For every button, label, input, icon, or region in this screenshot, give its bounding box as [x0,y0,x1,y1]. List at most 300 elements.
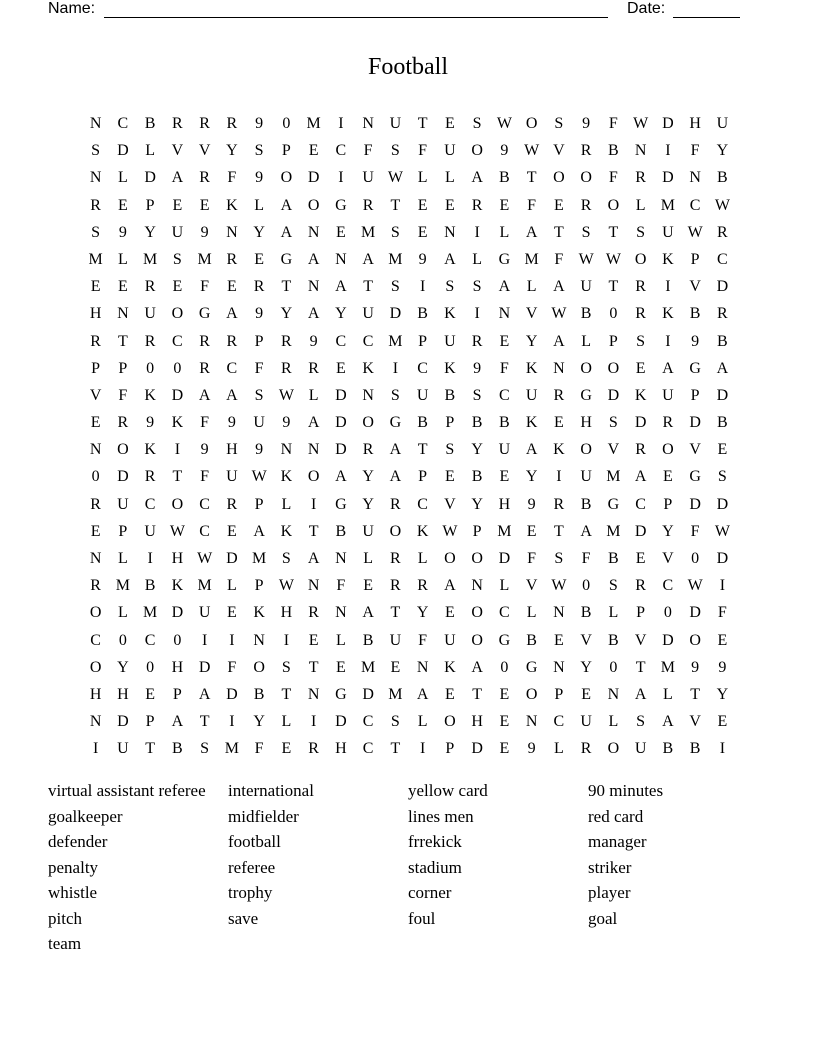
grid-letter[interactable]: R [90,577,101,595]
grid-letter[interactable]: L [472,250,483,268]
grid-letter[interactable]: Y [362,495,374,513]
grid-letter[interactable]: R [117,414,129,432]
grid-letter[interactable]: C [362,740,374,758]
grid-letter[interactable]: K [171,414,184,432]
grid-letter[interactable]: L [145,142,156,160]
grid-letter[interactable]: E [335,359,346,377]
grid-letter[interactable]: S [281,658,291,676]
grid-letter[interactable]: Y [280,305,293,323]
grid-letter[interactable]: I [201,631,208,649]
grid-letter[interactable]: R [635,278,646,296]
grid-letter[interactable]: B [499,414,510,432]
grid-letter[interactable]: C [199,495,210,513]
grid-letter[interactable]: A [198,685,211,703]
grid-letter[interactable]: U [580,468,592,486]
grid-letter[interactable]: K [444,305,456,323]
grid-letter[interactable]: O [607,740,620,758]
grid-letter[interactable]: T [472,685,483,703]
grid-letter[interactable]: D [498,550,511,567]
grid-letter[interactable]: 9 [691,658,700,676]
grid-letter[interactable]: K [662,250,674,268]
grid-letter[interactable]: V [89,386,102,404]
grid-letter[interactable]: R [471,332,483,350]
grid-letter[interactable]: E [199,196,210,214]
grid-letter[interactable]: U [498,441,511,459]
grid-letter[interactable]: W [714,522,730,540]
grid-letter[interactable]: B [362,631,374,649]
grid-letter[interactable]: V [580,631,592,649]
grid-letter[interactable]: D [634,522,647,540]
grid-letter[interactable]: K [525,414,538,432]
grid-letter[interactable]: A [362,250,374,268]
grid-letter[interactable]: M [524,250,539,268]
grid-letter[interactable]: C [417,359,428,377]
grid-letter[interactable]: C [662,577,674,595]
grid-letter[interactable]: D [689,604,701,622]
grid-letter[interactable]: Y [362,468,374,486]
grid-letter[interactable]: D [716,386,729,404]
grid-letter[interactable]: F [227,658,237,676]
grid-letter[interactable]: L [308,386,319,404]
grid-letter[interactable]: W [496,115,512,132]
grid-letter[interactable]: E [90,414,101,432]
grid-letter[interactable]: E [145,685,156,703]
grid-letter[interactable]: W [524,142,540,160]
grid-letter[interactable]: R [281,359,292,377]
grid-letter[interactable]: U [198,604,211,622]
grid-letter[interactable]: K [553,441,565,459]
grid-letter[interactable]: F [336,577,346,595]
grid-letter[interactable]: B [662,740,674,758]
grid-letter[interactable]: C [635,495,646,513]
grid-letter[interactable]: D [144,169,156,187]
grid-letter[interactable]: S [636,332,646,350]
grid-letter[interactable]: W [633,115,649,132]
grid-letter[interactable]: B [717,332,728,350]
grid-letter[interactable]: E [717,713,728,731]
grid-letter[interactable]: K [171,577,184,595]
grid-letter[interactable]: I [174,441,181,459]
grid-letter[interactable]: E [499,332,510,350]
grid-letter[interactable]: L [117,550,128,567]
grid-letter[interactable]: L [662,685,673,703]
grid-letter[interactable]: W [605,250,621,268]
grid-letter[interactable]: E [281,740,292,758]
grid-letter[interactable]: 9 [227,414,236,432]
grid-letter[interactable]: S [91,223,101,241]
grid-letter[interactable]: P [663,495,673,513]
grid-letter[interactable]: G [335,685,347,703]
grid-letter[interactable]: N [607,685,620,703]
grid-letter[interactable]: Y [416,604,429,622]
grid-letter[interactable]: U [580,713,592,731]
grid-letter[interactable]: S [281,550,291,567]
grid-letter[interactable]: H [117,685,129,703]
grid-letter[interactable]: I [665,278,671,296]
grid-letter[interactable]: D [198,658,211,676]
grid-letter[interactable]: N [416,658,429,676]
grid-letter[interactable]: D [335,386,347,404]
grid-letter[interactable]: R [144,468,156,486]
grid-letter[interactable]: E [308,631,319,649]
grid-letter[interactable]: E [444,604,455,622]
grid-letter[interactable]: P [172,685,182,703]
grid-letter[interactable]: U [226,468,238,486]
grid-letter[interactable]: K [144,386,156,404]
grid-letter[interactable]: E [499,196,510,214]
grid-letter[interactable]: V [525,577,538,595]
grid-letter[interactable]: P [145,713,155,731]
grid-letter[interactable]: 0 [173,359,182,377]
grid-letter[interactable]: D [226,685,238,703]
grid-letter[interactable]: E [717,631,728,649]
grid-letter[interactable]: I [338,169,344,187]
grid-letter[interactable]: F [200,414,210,432]
grid-letter[interactable]: R [635,441,646,459]
grid-letter[interactable]: N [471,577,483,595]
grid-letter[interactable]: O [280,169,293,187]
grid-letter[interactable]: P [91,359,101,377]
grid-letter[interactable]: D [362,685,374,703]
grid-letter[interactable]: D [335,441,347,459]
grid-letter[interactable]: L [526,604,537,622]
grid-letter[interactable]: E [444,468,455,486]
grid-letter[interactable]: M [115,577,130,595]
grid-letter[interactable]: R [281,332,292,350]
grid-letter[interactable]: C [689,196,701,214]
grid-letter[interactable]: C [117,115,129,132]
grid-letter[interactable]: A [226,386,238,404]
grid-letter[interactable]: N [89,713,102,731]
grid-letter[interactable]: D [662,115,674,132]
grid-letter[interactable]: A [362,604,374,622]
grid-letter[interactable]: R [362,441,374,459]
grid-letter[interactable]: R [635,169,646,187]
grid-letter[interactable]: U [171,223,184,241]
grid-letter[interactable]: R [90,196,101,214]
grid-letter[interactable]: B [689,305,701,323]
grid-letter[interactable]: R [308,740,319,758]
grid-letter[interactable]: K [525,359,538,377]
grid-letter[interactable]: U [117,740,129,758]
grid-letter[interactable]: N [335,550,347,567]
grid-letter[interactable]: T [417,115,428,132]
grid-letter[interactable]: K [280,468,293,486]
grid-letter[interactable]: P [145,196,155,214]
grid-letter[interactable]: S [636,223,646,241]
grid-letter[interactable]: F [608,115,618,132]
grid-letter[interactable]: T [390,196,401,214]
grid-letter[interactable]: P [118,522,128,540]
grid-letter[interactable]: R [199,115,210,132]
grid-letter[interactable]: U [662,386,674,404]
grid-letter[interactable]: P [418,332,428,350]
grid-letter[interactable]: R [662,414,674,432]
grid-letter[interactable]: 9 [527,495,536,513]
grid-letter[interactable]: 0 [146,359,155,377]
grid-letter[interactable]: I [338,115,344,132]
grid-letter[interactable]: W [197,550,213,567]
grid-letter[interactable]: N [307,223,320,241]
grid-letter[interactable]: O [471,631,483,649]
grid-letter[interactable]: 9 [200,441,209,459]
grid-letter[interactable]: T [199,713,210,731]
grid-letter[interactable]: T [308,658,319,676]
grid-letter[interactable]: K [444,658,456,676]
grid-letter[interactable]: U [634,740,647,758]
grid-letter[interactable]: V [689,278,701,296]
grid-letter[interactable]: T [172,468,183,486]
grid-letter[interactable]: 0 [663,604,672,622]
grid-letter[interactable]: K [226,196,238,214]
grid-letter[interactable]: E [308,142,319,160]
grid-letter[interactable]: C [717,250,728,268]
grid-letter[interactable]: I [665,332,671,350]
grid-letter[interactable]: B [717,169,728,187]
grid-letter[interactable]: I [474,305,480,323]
grid-letter[interactable]: F [717,604,727,622]
grid-letter[interactable]: M [252,550,267,567]
grid-letter[interactable]: M [197,250,212,268]
grid-letter[interactable]: V [553,142,565,160]
grid-letter[interactable]: R [635,305,646,323]
grid-letter[interactable]: M [224,740,239,758]
grid-letter[interactable]: H [171,658,184,676]
grid-letter[interactable]: H [689,115,701,132]
grid-letter[interactable]: S [200,740,210,758]
grid-letter[interactable]: R [717,223,728,241]
grid-letter[interactable]: N [280,441,293,459]
grid-letter[interactable]: R [199,359,210,377]
grid-letter[interactable]: R [226,332,238,350]
grid-letter[interactable]: S [390,713,400,731]
grid-letter[interactable]: 9 [418,250,427,268]
grid-letter[interactable]: Y [117,658,129,676]
grid-letter[interactable]: O [580,359,592,377]
grid-letter[interactable]: W [714,196,730,214]
grid-letter[interactable]: F [227,169,237,187]
grid-letter[interactable]: S [172,250,182,268]
grid-letter[interactable]: R [635,577,646,595]
grid-letter[interactable]: H [580,414,592,432]
grid-letter[interactable]: E [499,468,510,486]
grid-letter[interactable]: I [392,359,399,377]
grid-letter[interactable]: L [117,604,128,622]
grid-letter[interactable]: B [444,386,456,404]
grid-letter[interactable]: D [471,740,483,758]
grid-letter[interactable]: O [362,414,374,432]
grid-letter[interactable]: A [580,522,592,540]
grid-letter[interactable]: F [527,550,537,567]
grid-letter[interactable]: S [608,577,618,595]
grid-letter[interactable]: R [553,386,565,404]
grid-letter[interactable]: T [526,169,537,187]
grid-letter[interactable]: 0 [173,631,182,649]
grid-letter[interactable]: Y [471,495,483,513]
grid-letter[interactable]: R [90,495,101,513]
grid-letter[interactable]: C [362,332,374,350]
grid-letter[interactable]: Y [716,685,729,703]
grid-letter[interactable]: 9 [118,223,127,241]
grid-letter[interactable]: S [717,468,727,486]
grid-letter[interactable]: W [278,386,294,404]
grid-letter[interactable]: 9 [527,740,536,758]
grid-letter[interactable]: U [525,386,538,404]
grid-letter[interactable]: U [416,386,429,404]
grid-letter[interactable]: H [498,495,511,513]
grid-letter[interactable]: M [660,196,675,214]
grid-letter[interactable]: S [254,142,264,160]
grid-letter[interactable]: N [307,278,320,296]
grid-letter[interactable]: O [389,522,402,540]
grid-letter[interactable]: A [171,713,184,731]
grid-letter[interactable]: C [499,386,510,404]
grid-letter[interactable]: S [254,386,264,404]
grid-letter[interactable]: F [418,142,428,160]
grid-letter[interactable]: D [335,414,347,432]
grid-letter[interactable]: G [689,468,701,486]
grid-letter[interactable]: C [172,332,183,350]
grid-letter[interactable]: O [471,142,483,160]
grid-letter[interactable]: E [499,713,510,731]
grid-letter[interactable]: S [472,115,482,132]
grid-letter[interactable]: P [254,495,264,513]
grid-letter[interactable]: W [251,468,267,486]
grid-letter[interactable]: C [553,713,565,731]
grid-letter[interactable]: N [253,631,265,649]
grid-letter[interactable]: L [417,713,428,731]
grid-letter[interactable]: I [147,550,153,567]
grid-letter[interactable]: L [254,196,265,214]
grid-letter[interactable]: E [363,577,374,595]
grid-letter[interactable]: G [580,386,592,404]
grid-letter[interactable]: F [200,468,210,486]
grid-letter[interactable]: T [608,278,619,296]
grid-letter[interactable]: R [390,495,401,513]
grid-letter[interactable]: R [226,250,238,268]
grid-letter[interactable]: N [307,577,320,595]
grid-letter[interactable]: D [117,713,129,731]
grid-letter[interactable]: H [89,305,102,323]
grid-letter[interactable]: B [499,169,510,187]
grid-letter[interactable]: R [390,550,401,567]
grid-letter[interactable]: P [254,332,264,350]
grid-letter[interactable]: L [335,631,346,649]
grid-letter[interactable]: P [418,468,428,486]
grid-letter[interactable]: W [551,577,567,595]
grid-letter[interactable]: O [171,305,184,323]
grid-letter[interactable]: M [143,604,158,622]
grid-letter[interactable]: G [198,305,211,323]
grid-letter[interactable]: H [335,740,347,758]
grid-letter[interactable]: V [171,142,184,160]
grid-letter[interactable]: G [525,658,538,676]
grid-letter[interactable]: U [389,631,402,649]
grid-letter[interactable]: L [417,550,428,567]
grid-letter[interactable]: L [635,196,646,214]
grid-letter[interactable]: D [662,169,674,187]
grid-letter[interactable]: R [144,332,156,350]
grid-letter[interactable]: E [635,359,646,377]
grid-letter[interactable]: A [171,169,184,187]
grid-letter[interactable]: E [444,685,455,703]
grid-letter[interactable]: F [200,278,210,296]
grid-letter[interactable]: H [226,441,238,459]
grid-letter[interactable]: V [689,441,701,459]
grid-letter[interactable]: H [471,713,483,731]
grid-letter[interactable]: N [525,713,538,731]
grid-letter[interactable]: W [687,577,703,595]
grid-letter[interactable]: C [335,332,347,350]
grid-letter[interactable]: F [254,359,264,377]
grid-letter[interactable]: B [144,115,156,132]
grid-letter[interactable]: O [634,250,647,268]
grid-letter[interactable]: W [169,522,185,540]
grid-letter[interactable]: W [387,169,403,187]
grid-letter[interactable]: R [717,305,728,323]
grid-letter[interactable]: E [90,278,101,296]
grid-letter[interactable]: L [499,577,510,595]
grid-letter[interactable]: M [306,115,321,132]
grid-letter[interactable]: D [716,495,729,513]
grid-letter[interactable]: A [307,250,320,268]
grid-letter[interactable]: P [118,359,128,377]
grid-letter[interactable]: P [445,414,455,432]
grid-letter[interactable]: O [471,550,483,567]
grid-letter[interactable]: P [281,142,291,160]
grid-letter[interactable]: T [390,604,401,622]
grid-letter[interactable]: L [608,604,619,622]
grid-letter[interactable]: N [335,604,347,622]
grid-letter[interactable]: N [553,359,565,377]
grid-letter[interactable]: C [144,631,156,649]
grid-letter[interactable]: L [226,577,237,595]
grid-letter[interactable]: N [307,685,320,703]
grid-letter[interactable]: E [581,685,592,703]
grid-letter[interactable]: I [229,713,235,731]
grid-letter[interactable]: L [363,550,374,567]
grid-letter[interactable]: A [307,550,320,567]
grid-letter[interactable]: Y [525,468,538,486]
grid-letter[interactable]: 0 [282,115,291,132]
grid-letter[interactable]: A [280,223,293,241]
grid-letter[interactable]: D [171,386,184,404]
grid-letter[interactable]: M [361,223,376,241]
grid-letter[interactable]: Y [253,713,265,731]
grid-letter[interactable]: D [716,278,729,296]
grid-letter[interactable]: D [716,550,729,567]
grid-letter[interactable]: A [253,522,265,540]
grid-letter[interactable]: B [580,495,592,513]
grid-letter[interactable]: E [553,196,564,214]
grid-letter[interactable]: L [281,495,292,513]
grid-letter[interactable]: O [307,196,320,214]
grid-letter[interactable]: N [634,142,647,160]
grid-letter[interactable]: 9 [718,658,727,676]
grid-letter[interactable]: U [117,495,129,513]
grid-letter[interactable]: R [144,278,156,296]
grid-letter[interactable]: A [525,223,538,241]
grid-letter[interactable]: E [172,278,183,296]
grid-letter[interactable]: O [662,441,674,459]
grid-letter[interactable]: I [283,631,290,649]
grid-letter[interactable]: M [388,685,403,703]
grid-letter[interactable]: B [580,305,592,323]
grid-letter[interactable]: S [636,713,646,731]
grid-letter[interactable]: T [553,223,564,241]
grid-letter[interactable]: B [608,142,619,160]
grid-letter[interactable]: M [606,522,621,540]
